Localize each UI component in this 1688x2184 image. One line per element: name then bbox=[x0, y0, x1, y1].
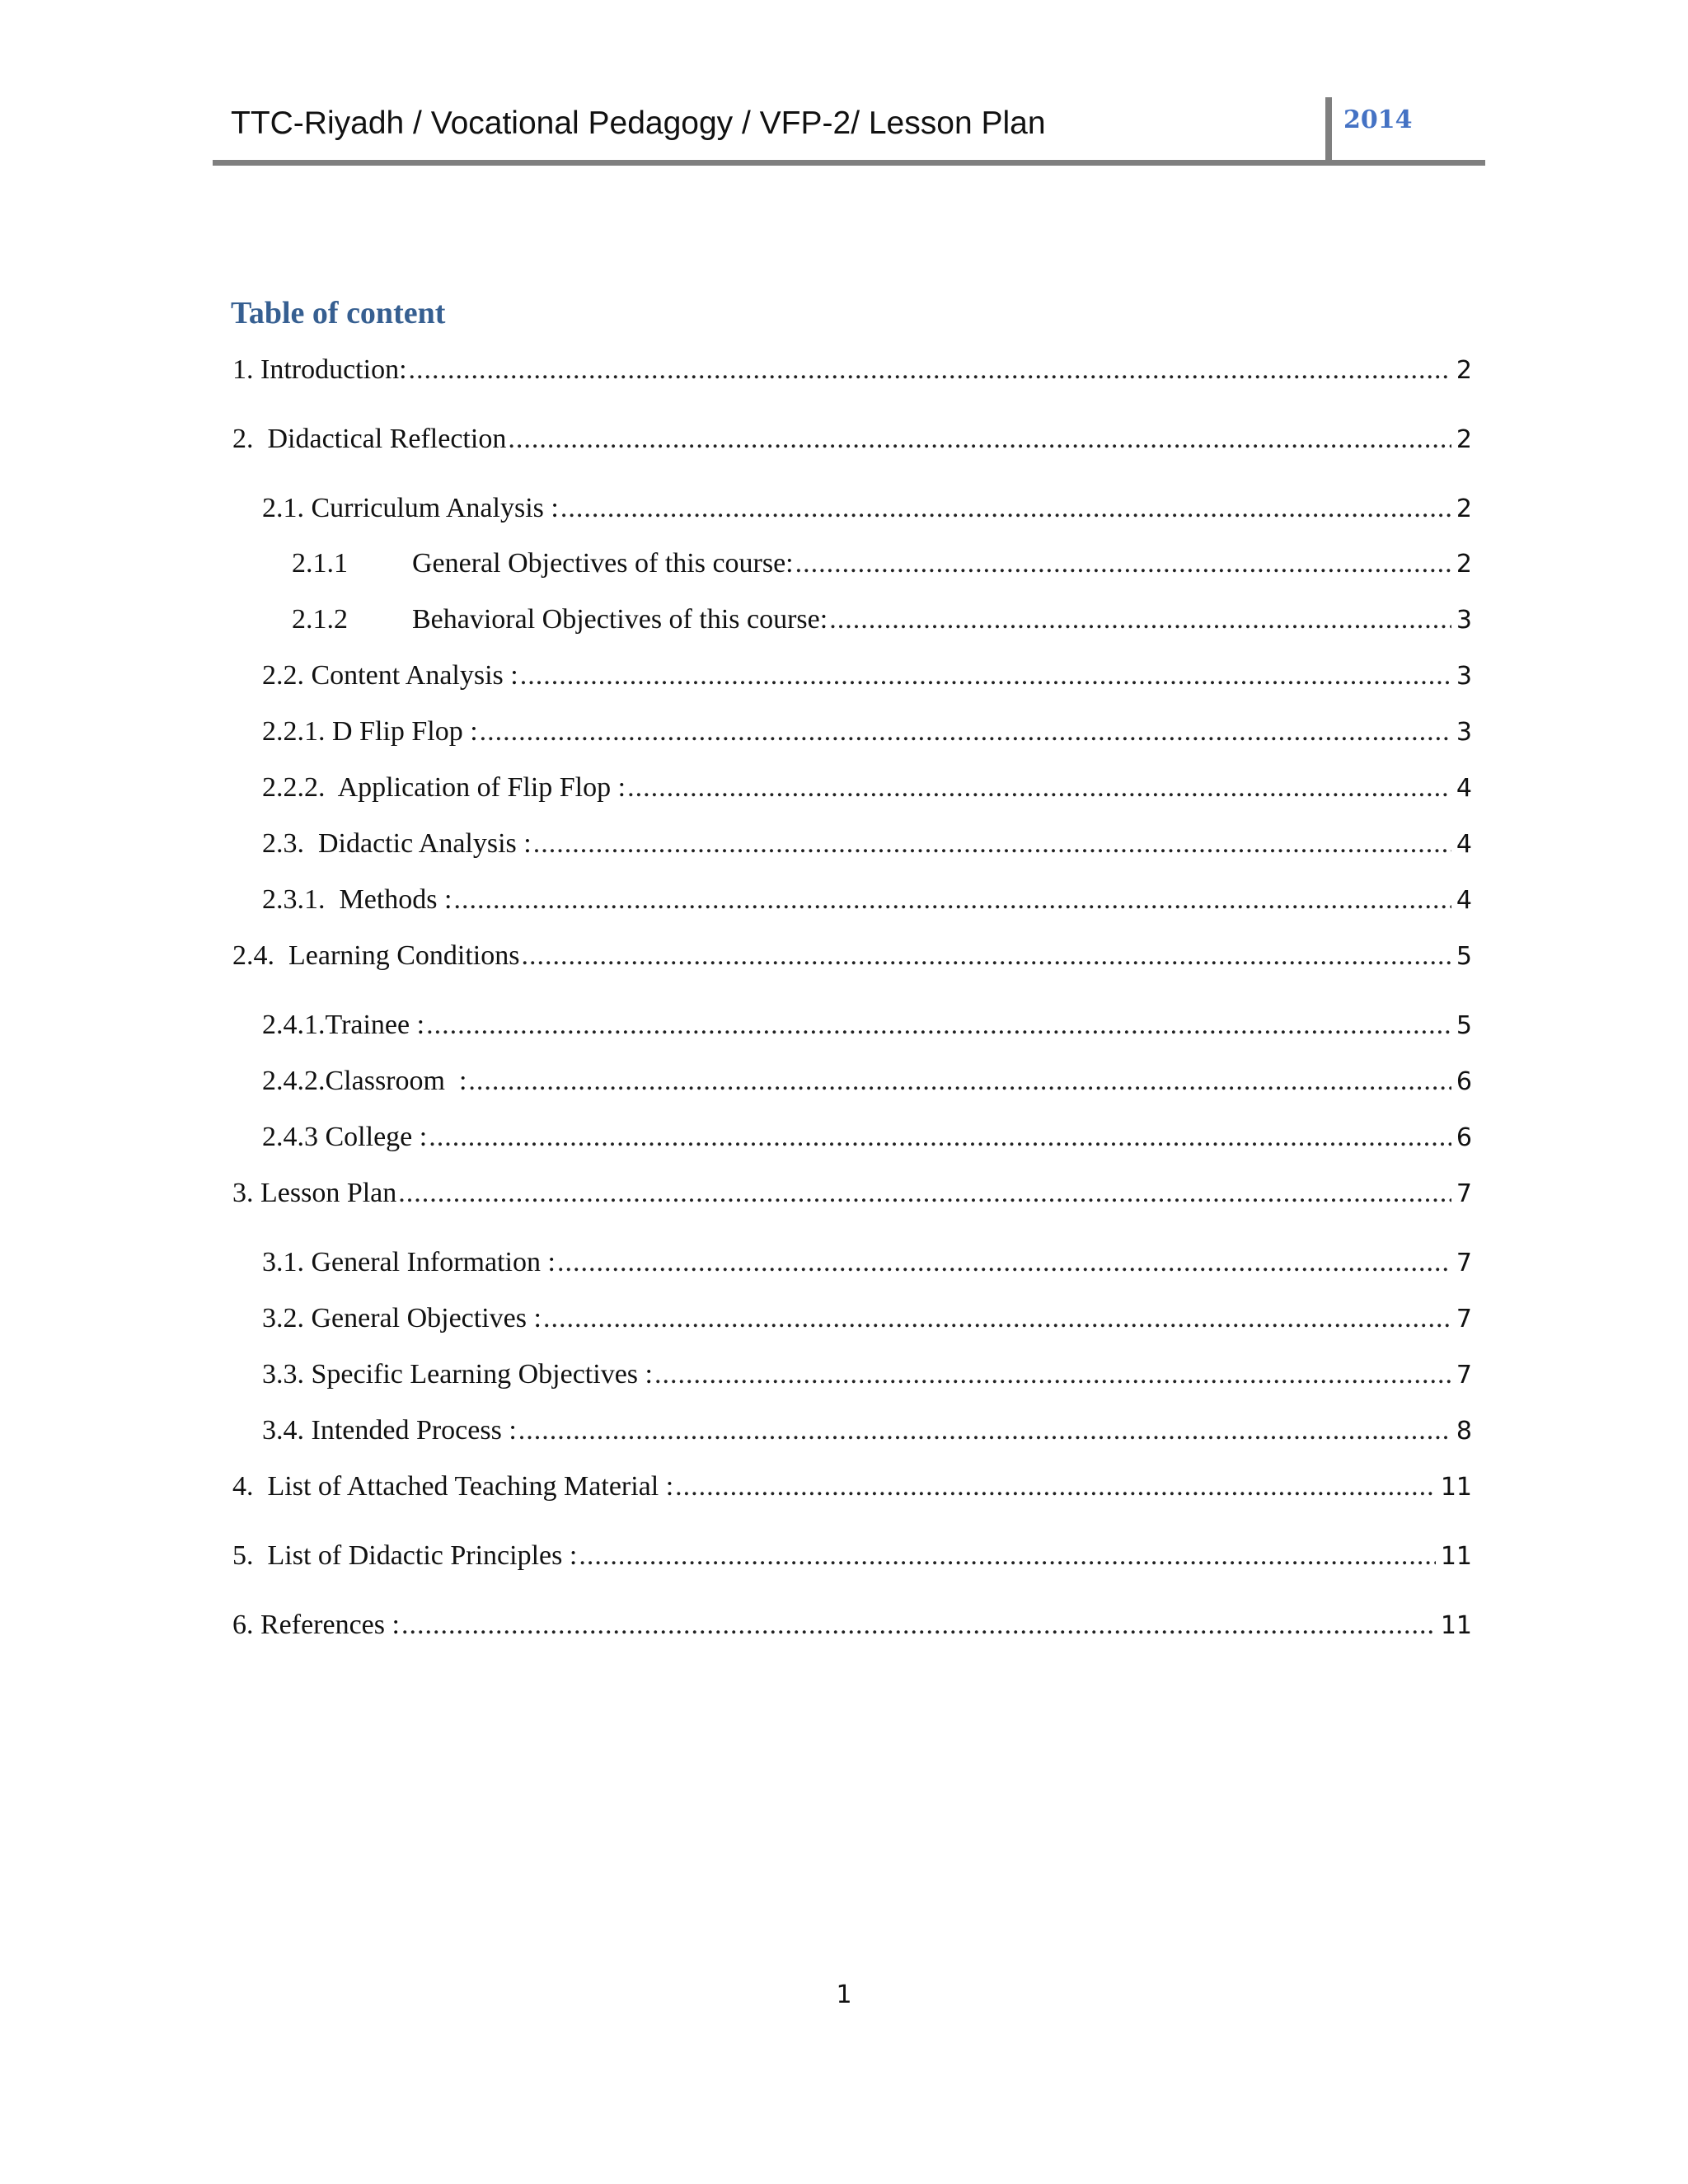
toc-entry-label: 2.2.1. D Flip Flop : bbox=[262, 716, 478, 747]
toc-entry[interactable] bbox=[232, 1468, 1472, 1506]
toc-entry[interactable] bbox=[262, 713, 1472, 751]
toc-dot-leader bbox=[426, 1006, 1451, 1044]
toc-entry-page: 11 bbox=[1440, 1611, 1472, 1640]
page-number: 1 bbox=[836, 1980, 852, 2009]
toc-dot-leader bbox=[560, 490, 1451, 527]
toc-dot-leader bbox=[627, 769, 1451, 807]
toc-entry-page: 11 bbox=[1440, 1542, 1472, 1571]
toc-entry[interactable] bbox=[262, 1006, 1472, 1044]
toc-entry-label: 6. References : bbox=[232, 1610, 400, 1640]
toc-entry[interactable] bbox=[232, 1537, 1472, 1575]
toc-entry-label: 5. List of Didactic Principles : bbox=[232, 1540, 578, 1571]
toc-entry[interactable] bbox=[262, 1412, 1472, 1450]
header-year: 2014 bbox=[1343, 105, 1413, 134]
toc-entry-page: 3 bbox=[1456, 718, 1472, 747]
toc-entry[interactable] bbox=[262, 881, 1472, 919]
toc-dot-leader bbox=[480, 713, 1451, 751]
toc-entry[interactable] bbox=[262, 1356, 1472, 1394]
toc-dot-leader bbox=[675, 1468, 1436, 1506]
toc-entry-page: 2 bbox=[1456, 550, 1472, 579]
toc-dot-leader bbox=[533, 825, 1451, 863]
toc-dot-leader bbox=[453, 881, 1451, 919]
toc-entry[interactable] bbox=[262, 1300, 1472, 1338]
toc-dot-leader bbox=[579, 1537, 1436, 1575]
toc-entry-label: 3. Lesson Plan bbox=[232, 1178, 397, 1208]
toc-entry-page: 11 bbox=[1440, 1473, 1472, 1502]
toc-entry[interactable] bbox=[292, 601, 1472, 639]
toc-entry-label: General Objectives of this course: bbox=[412, 548, 794, 579]
toc-entry-page: 3 bbox=[1456, 606, 1472, 635]
toc-entry-page: 7 bbox=[1456, 1179, 1472, 1208]
header-title: TTC-Riyadh / Vocational Pedagogy / VFP-2/ Lesson Plan bbox=[231, 105, 1046, 141]
toc-entry-label: 1. Introduction: bbox=[232, 354, 407, 385]
toc-entry-label: 2.4.1.Trainee : bbox=[262, 1010, 425, 1040]
toc-entry[interactable] bbox=[262, 1118, 1472, 1156]
toc-entry-page: 2 bbox=[1456, 494, 1472, 523]
toc-dot-leader bbox=[409, 351, 1451, 389]
toc-entry-page: 4 bbox=[1456, 886, 1472, 915]
toc-dot-leader bbox=[520, 657, 1451, 695]
toc-dot-leader bbox=[795, 545, 1451, 583]
toc-dot-leader bbox=[543, 1300, 1451, 1338]
toc-entry[interactable] bbox=[262, 1062, 1472, 1100]
toc-entry-number: 2.1.2 bbox=[292, 604, 348, 635]
toc-entry-page: 6 bbox=[1456, 1067, 1472, 1096]
toc-dot-leader bbox=[518, 1412, 1451, 1450]
toc-entry[interactable] bbox=[232, 420, 1472, 458]
toc-entry-page: 7 bbox=[1456, 1361, 1472, 1390]
toc-entry-label: 2.4.2.Classroom : bbox=[262, 1066, 467, 1096]
toc-entry-number: 2.1.1 bbox=[292, 548, 348, 579]
toc-entry-page: 4 bbox=[1456, 774, 1472, 803]
toc-entry-label: 3.3. Specific Learning Objectives : bbox=[262, 1359, 653, 1390]
toc-entry-label: 4. List of Attached Teaching Material : bbox=[232, 1471, 674, 1502]
toc-heading: Table of content bbox=[231, 296, 446, 330]
toc-entry[interactable] bbox=[262, 1244, 1472, 1282]
toc-entry-label: 3.4. Intended Process : bbox=[262, 1415, 517, 1446]
toc-entry-label: 3.2. General Objectives : bbox=[262, 1303, 542, 1333]
toc-entry-label: 2.4.3 College : bbox=[262, 1122, 428, 1152]
toc-entry-label: 2.1. Curriculum Analysis : bbox=[262, 493, 559, 523]
toc-entry-page: 6 bbox=[1456, 1123, 1472, 1152]
toc-entry-page: 7 bbox=[1456, 1249, 1472, 1277]
toc-entry-page: 4 bbox=[1456, 830, 1472, 859]
toc-dot-leader bbox=[429, 1118, 1451, 1156]
toc-dot-leader bbox=[829, 601, 1451, 639]
toc-entry-label: 2.2.2. Application of Flip Flop : bbox=[262, 772, 626, 803]
toc-entry-label: 2.4. Learning Conditions bbox=[232, 940, 520, 971]
toc-entry-label: 3.1. General Information : bbox=[262, 1247, 556, 1277]
toc-entry[interactable] bbox=[292, 545, 1472, 583]
toc-dot-leader bbox=[508, 420, 1451, 458]
toc-entry[interactable] bbox=[232, 937, 1472, 975]
toc-entry-page: 2 bbox=[1456, 425, 1472, 454]
toc-dot-leader bbox=[557, 1244, 1451, 1282]
toc-entry[interactable] bbox=[262, 769, 1472, 807]
toc-dot-leader bbox=[521, 937, 1451, 975]
toc-entry-page: 3 bbox=[1456, 662, 1472, 691]
toc-entry-label: Behavioral Objectives of this course: bbox=[412, 604, 828, 635]
toc-dot-leader bbox=[468, 1062, 1451, 1100]
toc-entry-page: 8 bbox=[1456, 1417, 1472, 1446]
toc-entry[interactable] bbox=[262, 657, 1472, 695]
toc-entry-page: 5 bbox=[1456, 942, 1472, 971]
toc-entry-label: 2. Didactical Reflection bbox=[232, 424, 507, 454]
toc-entry[interactable] bbox=[262, 825, 1472, 863]
toc-entry[interactable] bbox=[232, 1606, 1472, 1644]
toc-entry-label: 2.3.1. Methods : bbox=[262, 884, 452, 915]
toc-entry[interactable] bbox=[262, 490, 1472, 527]
toc-entry-label: 2.2. Content Analysis : bbox=[262, 660, 518, 691]
toc-entry-page: 2 bbox=[1456, 356, 1472, 385]
toc-dot-leader bbox=[401, 1606, 1436, 1644]
toc-entry-label: 2.3. Didactic Analysis : bbox=[262, 828, 532, 859]
toc-entry[interactable] bbox=[232, 1174, 1472, 1212]
toc-entry[interactable] bbox=[232, 351, 1472, 389]
toc-entry-page: 5 bbox=[1456, 1011, 1472, 1040]
toc-entry-page: 7 bbox=[1456, 1305, 1472, 1333]
toc-dot-leader bbox=[398, 1174, 1451, 1212]
toc-dot-leader bbox=[654, 1356, 1451, 1394]
